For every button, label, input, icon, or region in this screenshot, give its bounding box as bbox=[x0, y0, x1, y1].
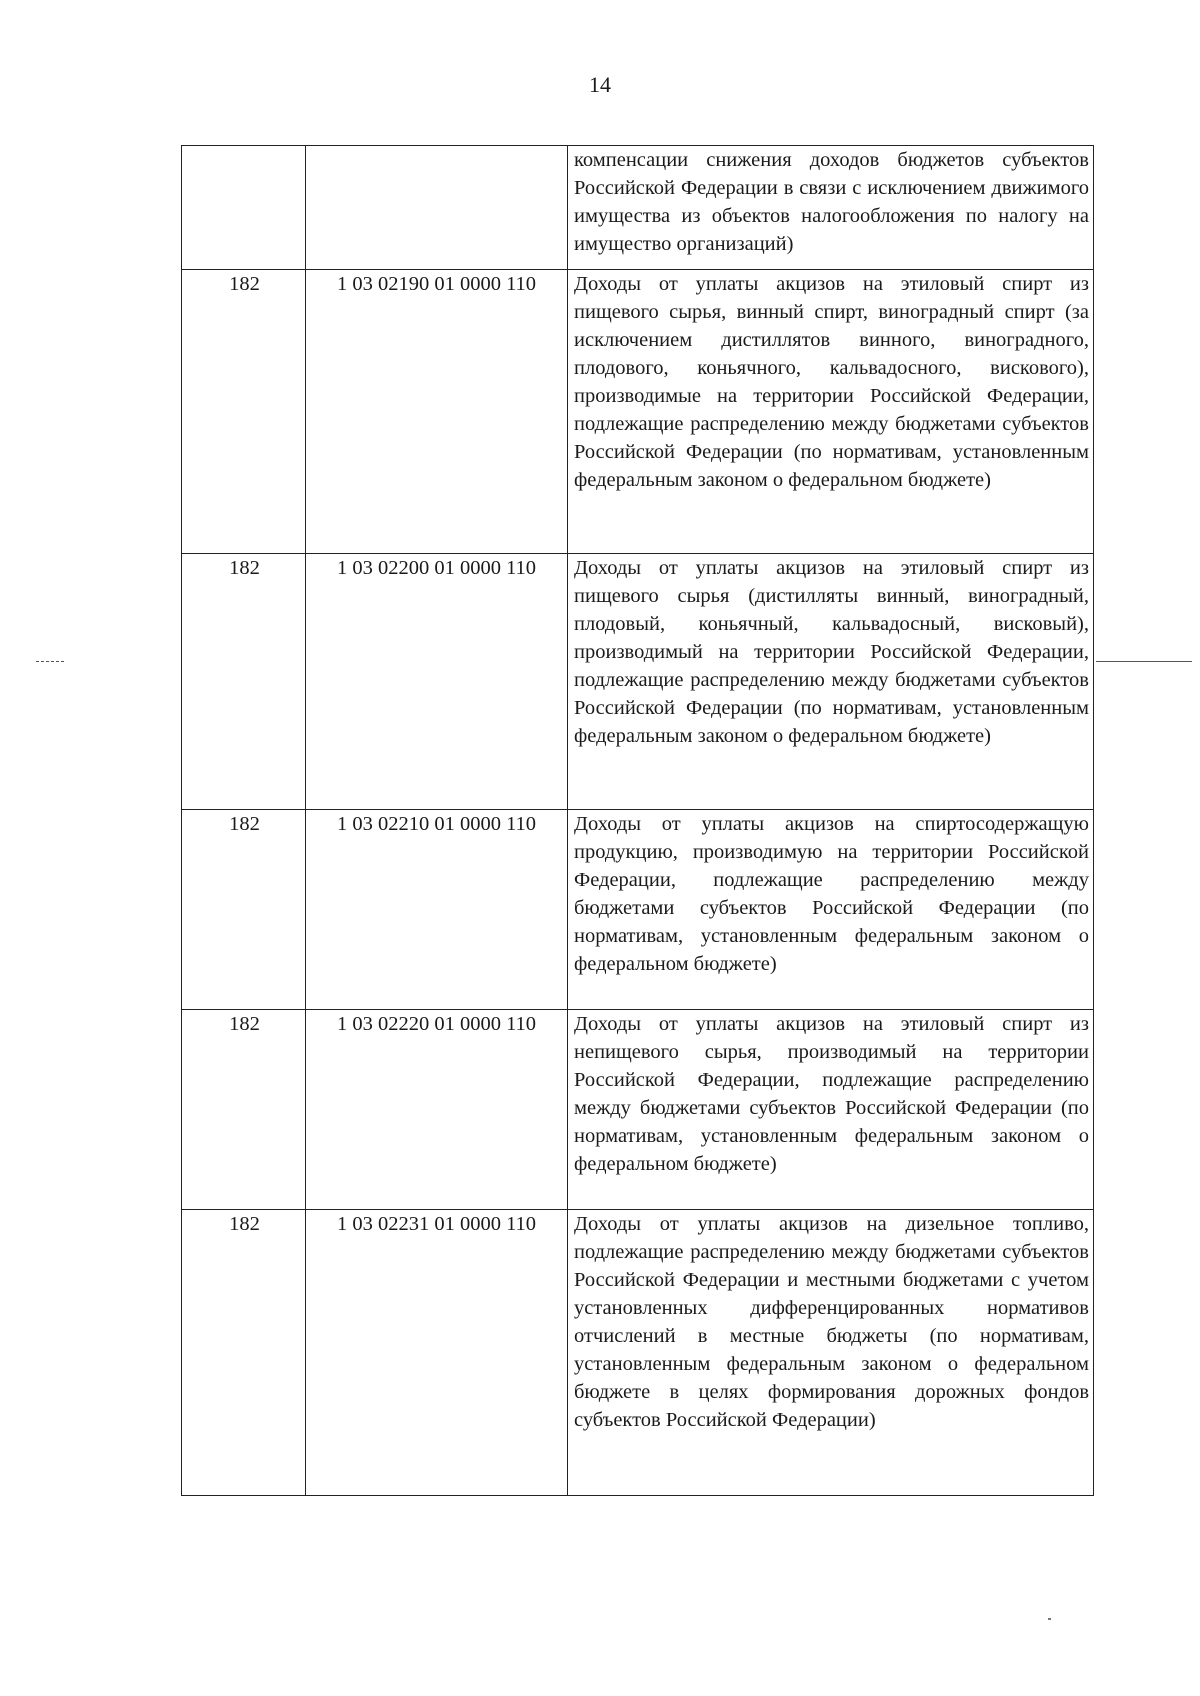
budget-code-cell: 1 03 02220 01 0000 110 bbox=[306, 1010, 568, 1210]
scan-artifact-line bbox=[36, 661, 64, 662]
table-row bbox=[182, 270, 1094, 554]
budget-code-cell: 1 03 02200 01 0000 110 bbox=[306, 554, 568, 810]
admin-code-cell: 182 bbox=[182, 554, 306, 810]
admin-code-cell: 182 bbox=[182, 270, 306, 554]
admin-code-cell: 182 bbox=[182, 1010, 306, 1210]
description-cell: Доходы от уплаты акцизов на дизельное топливо, подлежащие распределению между бюджетами субъектов Российской Федерации и местными бюджетами с учетом установленных дифференцированных нормативов отчислений в местные бюджеты (по нормативам, установленным федеральным законом о федеральном бюджете в целях формирования дорожных фондов субъектов Российской Федерации) bbox=[568, 1210, 1094, 1496]
budget-code-cell bbox=[306, 146, 568, 270]
scan-speck bbox=[1048, 1618, 1051, 1620]
admin-code-cell bbox=[182, 146, 306, 270]
description-cell: компенсации снижения доходов бюджетов субъектов Российской Федерации в связи с исключением движимого имущества из объектов налогообложения по налогу на имущество организаций) bbox=[568, 146, 1094, 270]
description-cell: Доходы от уплаты акцизов на спиртосодержащую продукцию, производимую на территории Российской Федерации, подлежащие распределению между бюджетами субъектов Российской Федерации (по нормативам, установленным федеральным законом о федеральном бюджете) bbox=[568, 810, 1094, 1010]
budget-code-cell: 1 03 02190 01 0000 110 bbox=[306, 270, 568, 554]
table-row bbox=[182, 146, 1094, 270]
page-number: 14 bbox=[589, 72, 611, 97]
admin-code-cell: 182 bbox=[182, 1210, 306, 1496]
budget-code-cell: 1 03 02231 01 0000 110 bbox=[306, 1210, 568, 1496]
table-row bbox=[182, 1010, 1094, 1210]
revenue-codes-table bbox=[181, 145, 1094, 1496]
table-row bbox=[182, 1210, 1094, 1496]
description-cell: Доходы от уплаты акцизов на этиловый спирт из пищевого сырья, винный спирт, виноградный спирт (за исключением дистиллятов винного, виноградного, плодового, коньячного, кальвадосного, вискового), производимые на территории Российской Федерации, подлежащие распределению между бюджетами субъектов Российской Федерации (по нормативам, установленным федеральным законом о федеральном бюджете) bbox=[568, 270, 1094, 554]
description-cell: Доходы от уплаты акцизов на этиловый спирт из пищевого сырья (дистилляты винный, виноградный, плодовый, коньячный, кальвадосный, висковый), производимый на территории Российской Федерации, подлежащие распределению между бюджетами субъектов Российской Федерации (по нормативам, установленным федеральным законом о федеральном бюджете) bbox=[568, 554, 1094, 810]
admin-code-cell: 182 bbox=[182, 810, 306, 1010]
table-row bbox=[182, 810, 1094, 1010]
description-cell: Доходы от уплаты акцизов на этиловый спирт из непищевого сырья, производимый на территории Российской Федерации, подлежащие распределению между бюджетами субъектов Российской Федерации (по нормативам, установленным федеральным законом о федеральном бюджете) bbox=[568, 1010, 1094, 1210]
budget-code-cell: 1 03 02210 01 0000 110 bbox=[306, 810, 568, 1010]
scan-artifact-line bbox=[1096, 661, 1192, 662]
table-row bbox=[182, 554, 1094, 810]
